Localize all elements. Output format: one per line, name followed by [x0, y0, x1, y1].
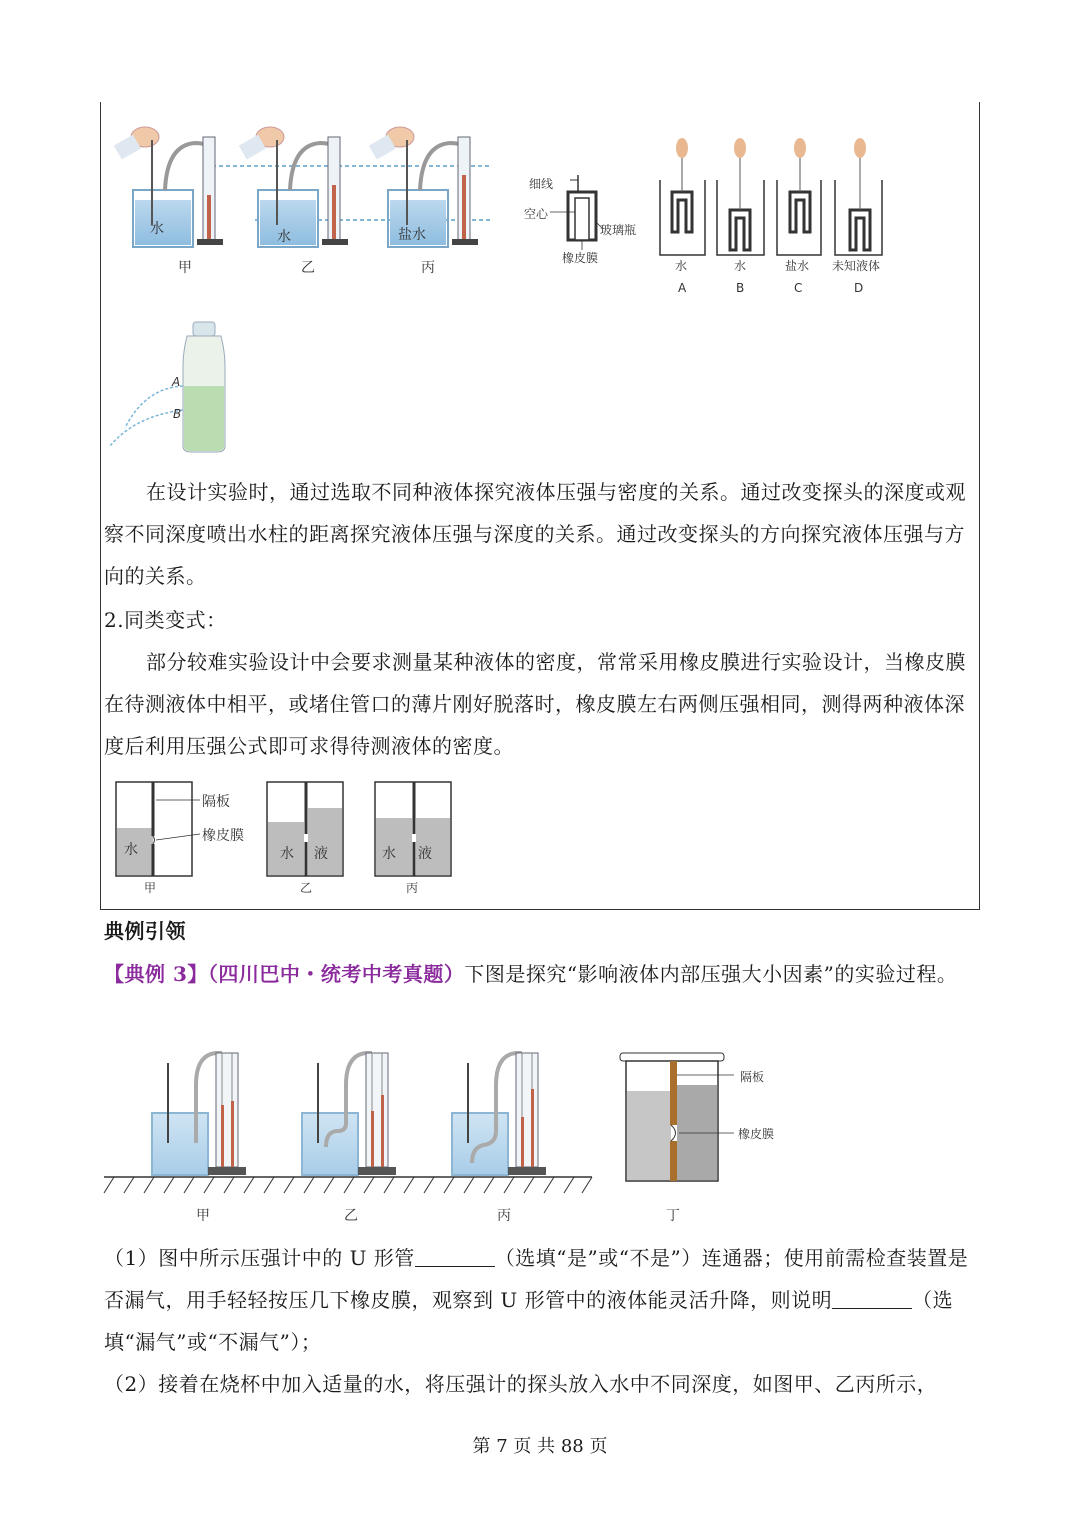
example-text: 下图是探究“影响液体内部压强大小因素”的实验过程。: [464, 962, 958, 986]
caption-partition-jia: 甲: [144, 881, 157, 895]
caption-bottom-jia: 甲: [196, 1208, 210, 1224]
label-thread: 细线: [529, 177, 554, 191]
label-hollow: 空心: [524, 207, 549, 221]
label-liquid-3: 液: [418, 846, 432, 862]
water-bottle-figure: [105, 318, 235, 458]
bottle-point-b: B: [173, 407, 182, 421]
beaker-label-3: 盐水: [398, 227, 426, 243]
cup-liquid-c: 盐水: [785, 259, 810, 273]
label-liquid-2: 液: [314, 846, 328, 862]
caption-jia: 甲: [178, 260, 192, 276]
beaker-label-2: 水: [277, 229, 291, 245]
label-water-1: 水: [124, 842, 138, 858]
label-partition-ding: 隔板: [740, 1070, 765, 1084]
caption-bottom-bing: 丙: [497, 1208, 511, 1224]
cup-liquid-d: 未知液体: [832, 259, 881, 273]
bottle-point-a: A: [172, 375, 181, 389]
pressure-gauge-figure: [105, 115, 525, 290]
caption-partition-yi: 乙: [300, 881, 313, 895]
heading-variant: 2.同类变式：: [104, 608, 227, 632]
caption-yi: 乙: [301, 260, 315, 276]
label-rubber-film-2: 橡皮膜: [202, 828, 244, 844]
example-tag: 【典例 3】: [104, 962, 208, 986]
example-paragraph: [104, 953, 976, 995]
page-footer: 第 7 页 共 88 页: [472, 1436, 608, 1457]
section-title: 典例引领: [104, 919, 186, 943]
cup-letter-d: D: [854, 281, 864, 295]
q1-part1: （1）图中所示压强计中的 U 形管: [104, 1246, 415, 1270]
cup-letter-b: B: [736, 281, 745, 295]
q1-part2: （选填“是”或“不是”）连通器；使用前需检查装置是否漏气，用手轻轻按压几下橡皮膜，观察到 U 形管中的液体能灵活升降，则说明: [104, 1246, 969, 1312]
cup-letter-a: A: [678, 281, 687, 295]
caption-bing: 丙: [421, 260, 435, 276]
label-partition: 隔板: [202, 794, 230, 810]
caption-partition-bing: 丙: [406, 881, 419, 895]
partition-figure: [112, 778, 462, 900]
label-rubber-film: 橡皮膜: [562, 251, 599, 265]
label-water-2: 水: [280, 846, 294, 862]
label-rubber-film-ding: 橡皮膜: [738, 1127, 775, 1141]
experiment-figure: [104, 1045, 775, 1230]
cup-letter-c: C: [794, 281, 803, 295]
question-2: （2）接着在烧杯中加入适量的水，将压强计的探头放入水中不同深度，如图甲、乙丙所示，: [104, 1372, 938, 1396]
example-source: （四川巴中・统考中考真题）: [207, 962, 465, 986]
q1-part3: （选填“漏气”或“不漏气”）；: [104, 1288, 954, 1354]
question-1: [104, 1237, 980, 1363]
paragraph-variant: 部分较难实验设计中会要求测量某种液体的密度，常常采用橡皮膜进行实验设计，当橡皮膜在待测液体中相平，或堵住管口的薄片刚好脱落时，橡皮膜左右两侧压强相同，测得两种液体深度后利用压强公式即可求得待测液体的密度。: [104, 650, 966, 758]
caption-bottom-yi: 乙: [344, 1208, 358, 1224]
caption-bottom-ding: 丁: [666, 1208, 680, 1224]
answer-blank-1[interactable]: [415, 1244, 495, 1267]
cup-liquid-b: 水: [734, 259, 747, 273]
answer-blank-2[interactable]: [832, 1286, 912, 1309]
beaker-label-1: 水: [150, 221, 164, 237]
paragraph-design: 在设计实验时，通过选取不同种液体探究液体压强与密度的关系。通过改变探头的深度或观察不同深度喷出水柱的距离探究液体压强与深度的关系。通过改变探头的方向探究液体压强与方向的关系。: [104, 480, 966, 588]
rubber-film-bottle-figure: [520, 130, 900, 300]
cup-liquid-a: 水: [675, 259, 688, 273]
label-water-3: 水: [382, 846, 396, 862]
label-glass-bottle: 玻璃瓶: [600, 223, 637, 237]
